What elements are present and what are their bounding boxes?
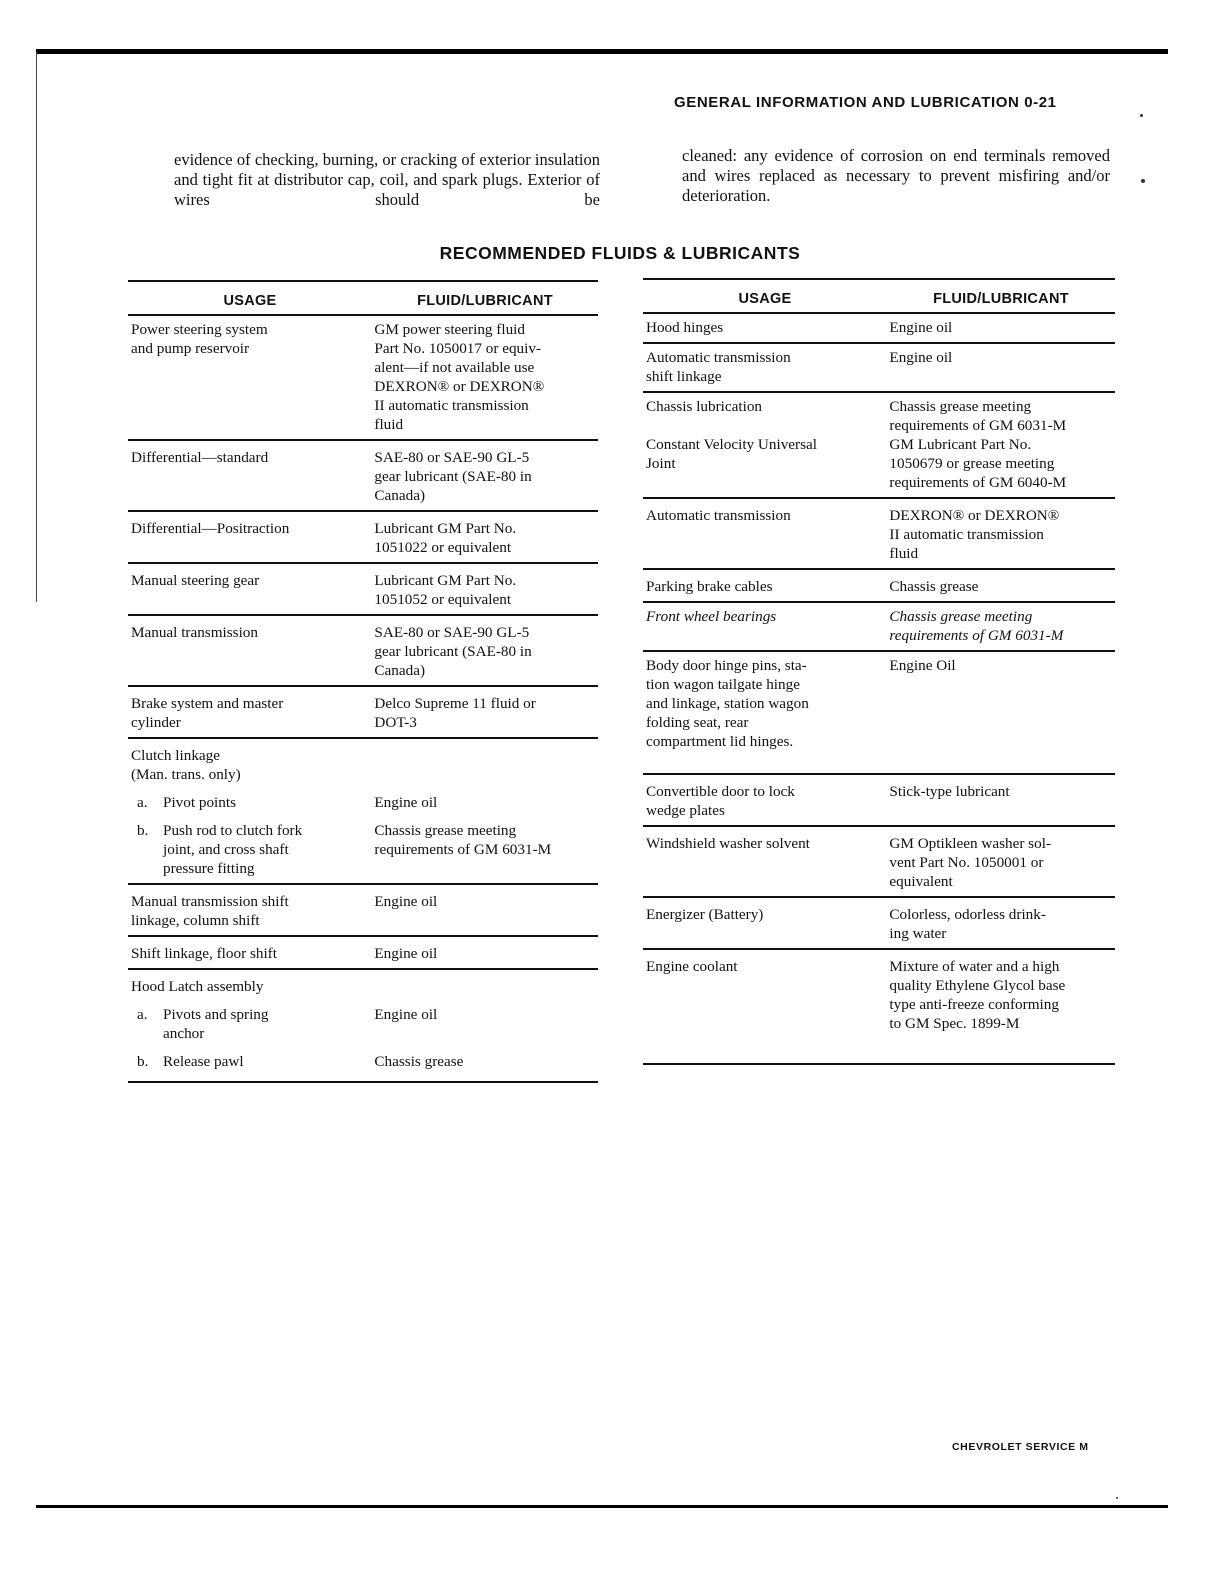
table-row xyxy=(643,344,1115,393)
fluid-cell: Engine oil xyxy=(374,794,438,811)
usage-cell: Differential—Positraction xyxy=(131,520,290,537)
usage-cell: Hood Latch assembly xyxy=(131,978,264,995)
fluid-cell: SAE-80 or SAE-90 GL-5 gear lubricant (SAE-80 in Canada) xyxy=(374,449,532,504)
section-title: RECOMMENDED FLUIDS & LUBRICANTS xyxy=(439,243,801,263)
usage-cell xyxy=(128,1005,372,1043)
top-rule xyxy=(36,49,1168,54)
fluid-cell: Chassis grease meeting requirements of GM 6031-M xyxy=(374,822,552,858)
sub-item-label: a. xyxy=(137,1006,148,1023)
usage-column-header: USAGE xyxy=(738,291,792,307)
scan-speck xyxy=(1116,1497,1118,1499)
table-row xyxy=(128,937,598,970)
fluid-cell: Mixture of water and a high quality Ethylene Glycol base type anti-freeze conforming to GM Spec. 1899-M xyxy=(889,958,1066,1032)
table-row xyxy=(128,885,598,937)
fluids-table-right xyxy=(643,278,1115,1065)
page-footer: CHEVROLET SERVICE M xyxy=(952,1441,1089,1453)
table-row xyxy=(643,898,1115,950)
fluid-cell: Engine oil xyxy=(889,319,953,336)
fluid-cell: GM power steering fluid Part No. 1050017 or equiv- alent—if not available use DEXRON® or DEXRON® II automatic transmission fluid xyxy=(374,321,545,433)
bottom-rule xyxy=(36,1505,1168,1508)
usage-cell: Chassis lubrication Constant Velocity Universal Joint xyxy=(646,398,817,472)
sub-item-label: a. xyxy=(137,794,148,811)
usage-cell xyxy=(128,1052,372,1071)
fluid-cell: Colorless, odorless drink- ing water xyxy=(889,906,1046,942)
fluid-cell: Stick-type lubricant xyxy=(889,783,1010,800)
table-row xyxy=(643,393,1115,499)
table-row xyxy=(643,652,1115,775)
usage-cell: Convertible door to lock wedge plates xyxy=(646,783,795,819)
table-row xyxy=(128,789,598,817)
table-row xyxy=(128,564,598,616)
table-row xyxy=(128,316,598,441)
table-row xyxy=(643,950,1115,1065)
sub-item-text: Pivots and spring anchor xyxy=(163,1006,269,1042)
fluid-cell: Engine oil xyxy=(374,893,438,910)
table-row xyxy=(643,775,1115,827)
table-row xyxy=(128,616,598,687)
usage-cell: Hood hinges xyxy=(646,319,724,336)
fluid-cell: GM Optikleen washer sol- vent Part No. 1050001 or equivalent xyxy=(889,835,1051,890)
usage-cell: Parking brake cables xyxy=(646,578,773,595)
fluid-cell: Lubricant GM Part No. 1051052 or equivalent xyxy=(374,572,517,608)
usage-cell: Power steering system and pump reservoir xyxy=(131,321,268,357)
usage-cell: Automatic transmission xyxy=(646,507,791,524)
fluid-cell: DEXRON® or DEXRON® II automatic transmission fluid xyxy=(889,507,1060,562)
usage-cell xyxy=(128,793,372,812)
table-header xyxy=(128,280,598,316)
fluid-cell: Delco Supreme 11 fluid or DOT-3 xyxy=(374,695,536,731)
table-row xyxy=(128,970,598,1001)
table-row xyxy=(128,817,598,885)
table-row xyxy=(643,827,1115,898)
fluid-cell xyxy=(372,977,598,996)
fluid-cell: Engine oil xyxy=(374,945,438,962)
table-row xyxy=(643,499,1115,570)
usage-cell: Manual steering gear xyxy=(131,572,260,589)
usage-cell: Automatic transmission shift linkage xyxy=(646,349,791,385)
table-row xyxy=(128,1001,598,1048)
fluid-cell xyxy=(372,746,598,784)
fluid-cell: Lubricant GM Part No. 1051022 or equivalent xyxy=(374,520,517,556)
sub-item-label: b. xyxy=(137,1053,149,1070)
usage-cell: Manual transmission shift linkage, column shift xyxy=(131,893,289,929)
usage-cell: Body door hinge pins, sta- tion wagon tailgate hinge and linkage, station wagon folding seat, rear compartment lid hinges. xyxy=(646,657,809,750)
sub-item-text: Push rod to clutch fork joint, and cross shaft pressure fitting xyxy=(163,822,303,877)
scan-speck xyxy=(1141,179,1145,183)
usage-column-header: USAGE xyxy=(223,293,277,309)
sub-item-text: Pivot points xyxy=(163,794,237,811)
table-header xyxy=(643,278,1115,314)
table-row xyxy=(643,570,1115,603)
fluid-cell: Engine oil xyxy=(374,1006,438,1023)
usage-cell: Front wheel bearings xyxy=(646,608,777,625)
table-row xyxy=(643,603,1115,652)
usage-cell: Engine coolant xyxy=(646,958,738,975)
table-row xyxy=(128,1048,598,1083)
fluid-cell: Chassis grease meeting requirements of GM 6031-M GM Lubricant Part No. 1050679 or grease meeting requirements of GM 6040-M xyxy=(889,398,1067,491)
intro-text-left: evidence of checking, burning, or cracking of exterior insulation and tight fit at distributor cap, coil, and spark plugs. Exterior of wires should be xyxy=(174,150,600,209)
usage-cell: Clutch linkage (Man. trans. only) xyxy=(131,747,241,783)
fluid-cell: Engine Oil xyxy=(889,657,956,674)
scan-speck xyxy=(1140,114,1143,117)
usage-cell: Manual transmission xyxy=(131,624,258,641)
intro-text-right: cleaned: any evidence of corrosion on end terminals removed and wires replaced as necessary to prevent misfiring and/or deterioration. xyxy=(682,146,1110,205)
table-row xyxy=(128,687,598,739)
fluid-cell: Chassis grease xyxy=(889,578,979,595)
sub-item-label: b. xyxy=(137,822,149,839)
usage-cell xyxy=(128,821,372,878)
table-row xyxy=(643,314,1115,344)
table-row xyxy=(128,739,598,789)
fluid-cell: SAE-80 or SAE-90 GL-5 gear lubricant (SAE-80 in Canada) xyxy=(374,624,532,679)
page-header: GENERAL INFORMATION AND LUBRICATION 0-21 xyxy=(674,94,1057,111)
usage-cell: Differential—standard xyxy=(131,449,269,466)
sub-item-text: Release pawl xyxy=(163,1053,244,1070)
fluid-cell: Engine oil xyxy=(889,349,953,366)
fluid-cell: Chassis grease meeting requirements of GM 6031-M xyxy=(889,608,1064,644)
margin-line xyxy=(36,52,37,602)
fluids-table-left xyxy=(128,280,598,1083)
fluid-column-header: FLUID/LUBRICANT xyxy=(417,293,553,309)
usage-cell: Energizer (Battery) xyxy=(646,906,764,923)
table-row xyxy=(128,512,598,564)
fluid-column-header: FLUID/LUBRICANT xyxy=(933,291,1069,307)
usage-cell: Shift linkage, floor shift xyxy=(131,945,277,962)
fluid-cell: Chassis grease xyxy=(374,1053,464,1070)
usage-cell: Brake system and master cylinder xyxy=(131,695,284,731)
table-row xyxy=(128,441,598,512)
usage-cell: Windshield washer solvent xyxy=(646,835,810,852)
